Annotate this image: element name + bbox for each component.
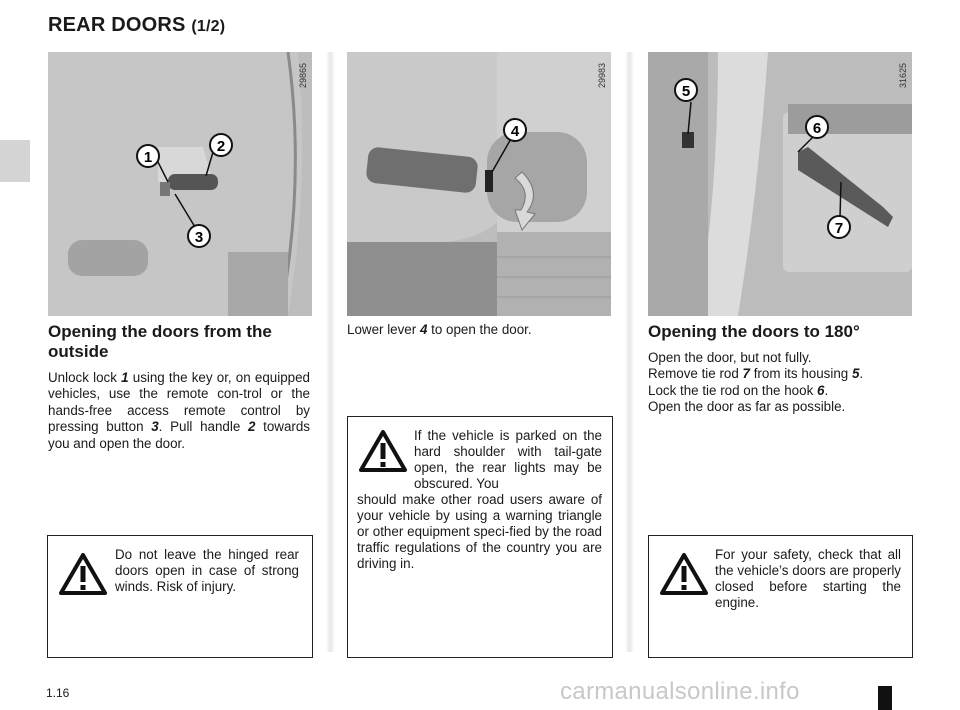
instructions-180: Open the door, but not fully. Remove tie rod 7 from its housing 5. Lock the tie rod on the hook 6. Open the door as far as possible. [648,350,864,415]
page-title [48,14,225,37]
watermark: carmanualsonline.info [560,678,800,705]
callout-7: 7 [834,220,844,237]
photo-tie-rod [648,52,912,316]
corner-mark [878,686,892,710]
photo-ref: 29865 [298,62,308,88]
warning-doors-closed [648,535,913,658]
section-heading-outside: Opening the doors from the outside [48,322,272,361]
warning-triangle-icon [659,552,709,596]
instructions-lever: Lower lever 4 to open the door. [347,322,532,337]
warning-hard-shoulder-text-rest: should make other road users aware of your vehicle by using a warning triangle or other equipment speci-fied by the road traffic regulations of the country you are driving in. [357,492,602,571]
warning-hard-shoulder [347,416,613,658]
callout-5: 5 [681,83,691,100]
column-divider [625,52,634,652]
column-divider [326,52,335,652]
title-part: (1/2) [191,18,226,35]
warning-triangle-icon [358,429,408,473]
callout-4: 4 [510,123,520,140]
warning-wind [47,535,313,658]
warning-wind-text: Do not leave the hinged rear doors open in case of strong winds. Risk of injury. [115,547,299,594]
callout-1: 1 [143,149,153,166]
page-number: 1.16 [46,686,70,700]
warning-hard-shoulder-text-top: If the vehicle is parked on the hard shoulder with tail-gate open, the rear lights may be obscured. You [414,428,602,491]
section-tab [0,140,30,182]
warning-doors-closed-text: For your safety, check that all the vehicle’s doors are properly closed before starting the engine. [715,547,901,610]
callout-2: 2 [216,138,226,155]
title-text: REAR DOORS [48,14,186,36]
instructions-outside: Unlock lock 1 using the key or, on equipped vehicles, use the remote con-trol or the hands-free access remote control by pressing button 3. Pull handle 2 towards you and open the door. [48,370,311,451]
photo-door-handle [48,52,312,316]
photo-ref: 31625 [898,62,908,88]
photo-ref: 29983 [597,62,607,88]
photo-door-lever [347,52,611,316]
warning-triangle-icon [58,552,108,596]
section-heading-180: Opening the doors to 180° [648,322,860,341]
callout-6: 6 [812,120,822,137]
callout-3: 3 [194,229,204,246]
